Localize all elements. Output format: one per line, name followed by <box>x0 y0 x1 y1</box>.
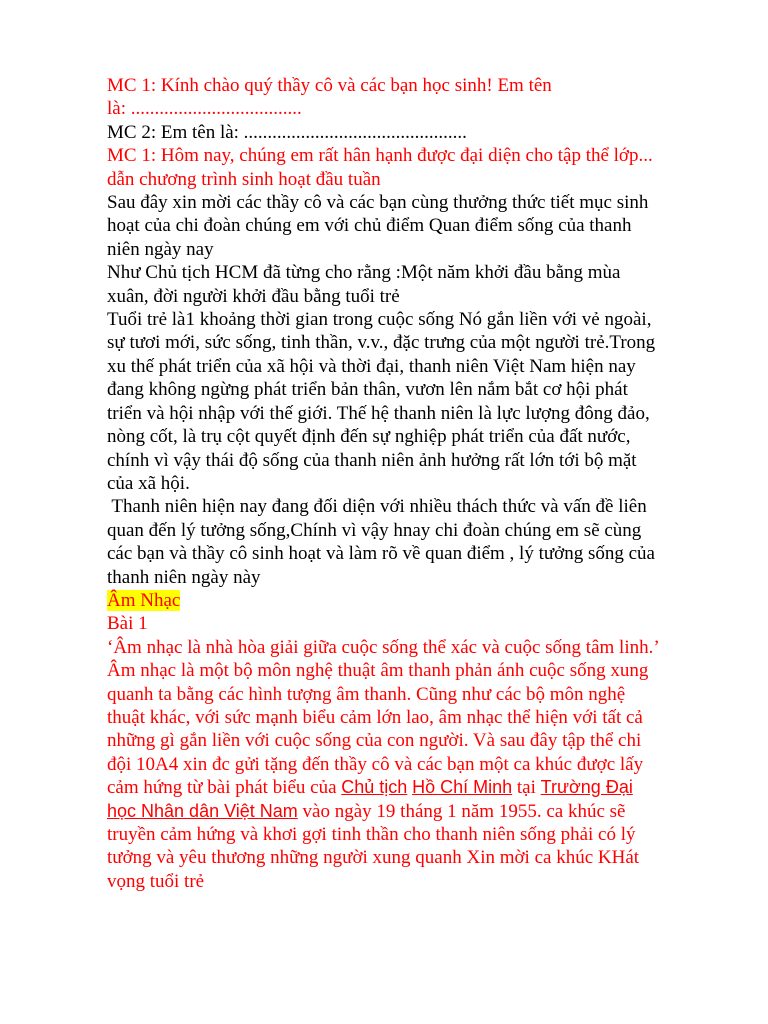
mc1-greeting-line-1: MC 1: Kính chào quý thầy cô và các bạn học sinh! Em tên <box>107 75 552 96</box>
mc1-today <box>107 144 697 191</box>
challenge-line: các bạn và thầy cô sinh hoạt và làm rõ về quan điểm , lý tưởng sống của <box>107 543 655 565</box>
mc1-greeting-line-2: là: .................................... <box>107 98 302 120</box>
music-paragraph <box>107 636 697 893</box>
mc1-greeting <box>107 74 697 121</box>
mc1-today-line-2: dẫn chương trình sinh hoạt đầu tuần <box>107 168 381 190</box>
inspire-line <box>107 777 633 798</box>
challenge-paragraph <box>107 495 697 589</box>
hcm-line: Như Chủ tịch HCM đã từng cho rằng :Một năm khởi đầu bằng mùa <box>107 262 621 284</box>
hcm-quote-paragraph <box>107 261 697 308</box>
music-line: đội 10A4 xin đc gửi tặng đến thầy cô và các bạn một ca khúc được lấy <box>107 753 644 775</box>
youth-line: của xã hội. <box>107 472 190 494</box>
closing-line: vọng tuổi trẻ <box>107 870 205 892</box>
date-line <box>107 801 625 822</box>
link-ho-chi-minh[interactable]: Hồ Chí Minh <box>412 777 513 798</box>
youth-line: chính vì vậy thái độ sống của thanh niên ảnh hưởng rất lớn tới bộ mặt <box>107 449 637 471</box>
word-tai: tại <box>512 777 541 799</box>
link-truong-dai-hoc-a[interactable]: Trường Đại <box>540 777 633 798</box>
mc1-today-line-1: MC 1: Hôm nay, chúng em rất hân hạnh được đại diện cho tập thể lớp... <box>107 145 653 167</box>
section-heading-music <box>107 589 697 612</box>
closing-line: truyền cảm hứng và khơi gợi tinh thần cho thanh niên sống phải có lý <box>107 824 636 845</box>
link-chu-tich[interactable]: Chủ tịch <box>341 777 408 798</box>
invite-line: hoạt của chi đoàn chúng em với chủ điểm Quan điểm sống của thanh <box>107 215 632 237</box>
link-truong-dai-hoc-b[interactable]: học Nhân dân Việt Nam <box>107 800 298 821</box>
music-line: những gì gắn liền với cuộc sống của con người. Và sau đây tập thể chi <box>107 730 642 752</box>
date-suffix: vào ngày 19 tháng 1 năm 1955. ca khúc sẽ <box>297 800 626 822</box>
music-line: thuật khác, với sức mạnh biểu cảm lớn lao, âm nhạc thể hiện với tất cả <box>107 706 643 728</box>
hcm-line: xuân, đời người khởi đầu bằng tuổi trẻ <box>107 285 400 307</box>
youth-line: triển và hội nhập với thế giới. Thế hệ thanh niên là lực lượng đông đảo, <box>107 402 650 424</box>
music-line: quanh ta bằng các hình tượng âm thanh. Cũng như các bộ môn nghệ <box>107 683 626 705</box>
closing-line: tưởng và yêu thương những người xung quanh Xin mời ca khúc KHát <box>107 847 640 869</box>
youth-paragraph <box>107 308 697 495</box>
challenge-line: Thanh niên hiện nay đang đối diện với nhiều thách thức và vấn đề liên <box>107 496 647 518</box>
mc2-intro: MC 2: Em tên là: ............................................... <box>107 121 467 143</box>
youth-line: nòng cốt, là trụ cột quyết định đến sự nghiệp phát triển của đất nước, <box>107 426 631 448</box>
song-number: Bài 1 <box>107 613 148 635</box>
youth-line: đang không ngừng phát triển bản thân, vươn lên nắm bắt cơ hội phát <box>107 379 628 401</box>
invite-paragraph <box>107 191 697 261</box>
music-line: Âm nhạc là một bộ môn nghệ thuật âm thanh phản ánh cuộc sống xung <box>107 660 649 682</box>
youth-line: Tuổi trẻ là1 khoảng thời gian trong cuộc sống Nó gắn liền với vẻ ngoài, <box>107 309 652 331</box>
music-line: ‘Âm nhạc là nhà hòa giải giữa cuộc sống thể xác và cuộc sống tâm linh.’ <box>107 636 660 658</box>
invite-line: niên ngày nay <box>107 238 214 260</box>
music-heading-highlight: Âm Nhạc <box>107 589 181 611</box>
challenge-line: thanh niên ngày này <box>107 566 261 588</box>
inspire-prefix: cảm hứng từ bài phát biểu của <box>107 777 342 799</box>
youth-line: sự tươi mới, sức sống, tinh thần, v.v., đặc trưng của một người trẻ.Trong <box>107 332 656 354</box>
youth-line: xu thế phát triển của xã hội và thời đại, thanh niên Việt Nam hiện nay <box>107 355 636 377</box>
invite-line: Sau đây xin mời các thầy cô và các bạn cùng thưởng thức tiết mục sinh <box>107 192 649 214</box>
document-body <box>107 74 697 893</box>
challenge-line: quan đến lý tưởng sống,Chính vì vậy hnay chi đoàn chúng em sẽ cùng <box>107 519 642 541</box>
